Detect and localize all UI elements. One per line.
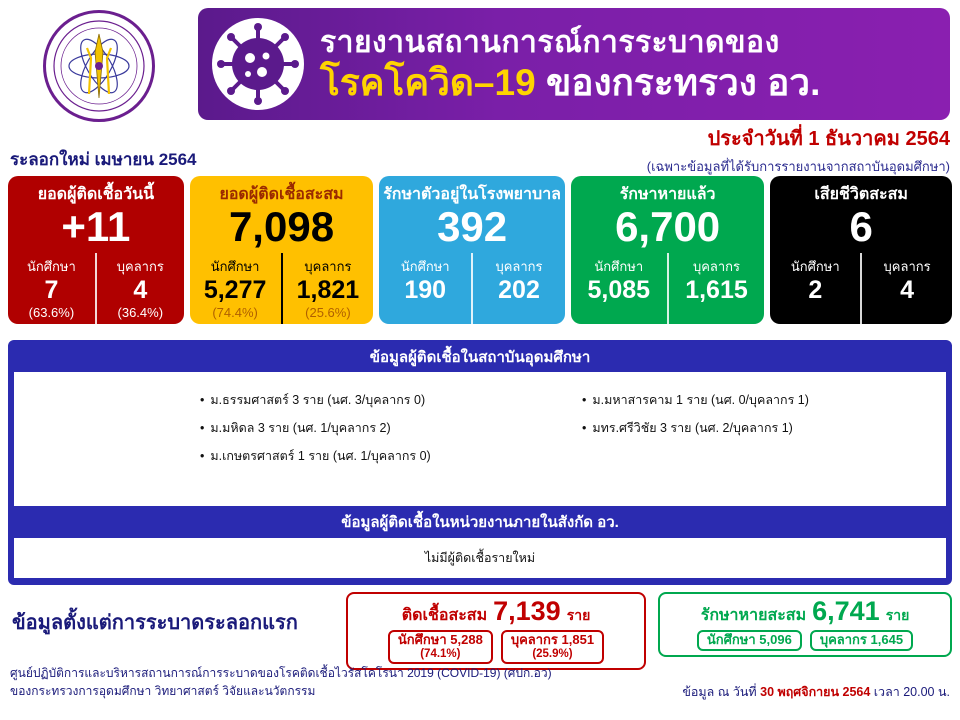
list-item: • ม.ธรรมศาสตร์ 3 ราย (นศ. 3/บุคลากร 0) — [200, 390, 564, 410]
list-item: • ม.เกษตรศาสตร์ 1 ราย (นศ. 1/บุคลากร 0) — [200, 446, 564, 466]
card-value: +11 — [61, 203, 131, 250]
footer — [10, 664, 950, 700]
card-value: 7,098 — [228, 203, 335, 250]
institutions-list-left — [14, 390, 564, 506]
first-wave-cases-staff — [501, 630, 604, 664]
footer-timestamp-date: 30 พฤศจิกายน 2564 — [760, 685, 871, 699]
logo-emblem-icon — [51, 18, 147, 114]
ministry-logo — [8, 8, 190, 124]
card-student-group — [379, 253, 471, 324]
card-student-pct: (63.6%) — [28, 304, 75, 320]
card-student-label: นักศึกษา — [790, 259, 840, 275]
card-value: 392 — [437, 203, 508, 250]
first-wave-recovered-unit: ราย — [885, 607, 910, 623]
footer-line1: ศูนย์ปฏิบัติการและบริหารสถานการณ์การระบาดของโรคติดเชื้อไวรัสโคโรนา 2019 (COVID-19) (ศปก.อว) — [10, 666, 552, 680]
list-item: • มทร.ศรีวิชัย 3 ราย (นศ. 2/บุคลากร 1) — [582, 418, 946, 438]
card-in-hospital — [379, 176, 565, 324]
list-item: • ม.มหาสารคาม 1 ราย (นศ. 0/บุคลากร 1) — [582, 390, 946, 410]
card-staff-value: 1,821 — [296, 276, 360, 305]
card-staff-value: 202 — [498, 276, 540, 305]
report-date: ประจำวันที่ 1 ธันวาคม 2564 — [707, 128, 950, 150]
card-staff-pct: (25.6%) — [305, 304, 351, 320]
card-today-cases — [8, 176, 184, 324]
card-title: เสียชีวิตสะสม — [814, 186, 908, 203]
card-recovered — [571, 176, 764, 324]
first-wave-recovered-value: 6,741 — [812, 596, 880, 626]
card-student-pct: (74.4%) — [212, 304, 258, 320]
header-ministry: ของกระทรวง อว. — [545, 61, 821, 103]
card-staff-label: บุคลากร — [304, 259, 352, 275]
first-wave-cases-value: 7,139 — [493, 596, 561, 626]
header-title-line1: รายงานสถานการณ์การระบาดของ — [320, 25, 780, 59]
card-student-value: 7 — [44, 276, 59, 305]
report-date-note: (เฉพาะข้อมูลที่ได้รับการรายงานจากสถาบันอุดมศึกษา) — [646, 159, 950, 174]
first-wave-cases-student-text: นักศึกษา 5,288 — [397, 632, 483, 647]
header-title-line2 — [320, 61, 821, 103]
institutions-body — [12, 370, 948, 508]
card-title: รักษาหายแล้ว — [619, 186, 716, 203]
card-staff-label: บุคลากร — [692, 259, 741, 275]
card-student-label: นักศึกษา — [400, 259, 450, 275]
card-staff-label: บุคลากร — [495, 259, 543, 275]
card-title: รักษาตัวอยู่ในโรงพยาบาล — [383, 186, 561, 203]
card-student-value: 2 — [808, 276, 823, 305]
card-staff-value: 4 — [133, 276, 148, 305]
card-title: ยอดผู้ติดเชื้อสะสม — [219, 186, 344, 203]
detail-panel — [8, 340, 952, 585]
card-student-value: 5,085 — [587, 276, 651, 305]
first-wave-cases-unit: ราย — [566, 607, 591, 623]
card-staff-value: 1,615 — [685, 276, 748, 305]
card-student-group — [8, 253, 95, 324]
list-item: • ม.มหิดล 3 ราย (นศ. 1/บุคลากร 2) — [200, 418, 564, 438]
card-student-label: นักศึกษา — [594, 259, 644, 275]
wave-label: ระลอกใหม่ เมษายน 2564 — [10, 150, 197, 169]
footer-timestamp-time: เวลา 20.00 น. — [870, 685, 950, 699]
footer-line2: ของกระทรวงการอุดมศึกษา วิทยาศาสตร์ วิจัยและนวัตกรรม — [10, 684, 316, 698]
card-staff-label: บุคลากร — [883, 259, 931, 275]
first-wave-cases-staff-text: บุคลากร 1,851 — [510, 632, 595, 647]
card-value: 6,700 — [615, 203, 721, 250]
card-student-label: นักศึกษา — [210, 259, 260, 275]
first-wave-label: ข้อมูลตั้งแต่การระบาดระลอกแรก — [12, 612, 298, 634]
first-wave-cases-box — [346, 592, 646, 670]
header-disease-name: โรคโควิด–19 — [320, 61, 536, 103]
card-title: ยอดผู้ติดเชื้อวันนี้ — [37, 186, 155, 203]
footer-timestamp-prefix: ข้อมูล ณ วันที่ — [682, 685, 761, 699]
institutions-list-right — [564, 390, 946, 506]
virus-icon — [212, 18, 304, 110]
institutions-heading: ข้อมูลผู้ติดเชื้อในสถาบันอุดมศึกษา — [369, 349, 591, 366]
card-staff-group — [473, 253, 565, 324]
card-staff-group — [283, 253, 374, 324]
header-text — [320, 25, 821, 103]
first-wave-recovered-staff-text: บุคลากร 1,645 — [819, 632, 904, 647]
first-wave-cases-student-pct: (74.1%) — [420, 647, 461, 660]
card-student-label: นักศึกษา — [27, 259, 76, 275]
card-student-value: 190 — [404, 276, 447, 305]
first-wave-cases-staff-pct: (25.9%) — [532, 647, 573, 660]
card-student-group — [571, 253, 667, 324]
first-wave-recovered-student-text: นักศึกษา 5,096 — [706, 632, 792, 647]
first-wave-recovered-box — [658, 592, 952, 657]
card-staff-group — [669, 253, 765, 324]
logo-circle — [43, 10, 155, 122]
first-wave-cases-student — [388, 630, 493, 664]
card-student-group — [190, 253, 281, 324]
card-staff-group — [862, 253, 952, 324]
agencies-heading: ข้อมูลผู้ติดเชื้อในหน่วยงานภายในสังกัด อว. — [341, 514, 619, 531]
report-date-block — [390, 122, 950, 177]
card-value: 6 — [849, 203, 873, 250]
first-wave-recovered-student — [697, 630, 802, 651]
card-staff-pct: (36.4%) — [117, 304, 164, 320]
first-wave-summary — [8, 592, 952, 660]
first-wave-recovered-staff — [810, 630, 913, 651]
card-staff-value: 4 — [900, 276, 915, 305]
card-cumulative-cases — [190, 176, 374, 324]
card-staff-group — [97, 253, 184, 324]
card-deaths — [770, 176, 952, 324]
card-student-group — [770, 253, 860, 324]
agencies-body: ไม่มีผู้ติดเชื้อรายใหม่ — [12, 536, 948, 580]
stat-cards — [8, 176, 952, 324]
first-wave-recovered-title: รักษาหายสะสม — [700, 607, 807, 624]
header-banner — [198, 8, 950, 120]
footer-timestamp — [682, 682, 950, 702]
card-staff-label: บุคลากร — [116, 259, 164, 275]
first-wave-cases-title: ติดเชื้อสะสม — [401, 607, 488, 624]
card-student-value: 5,277 — [203, 276, 267, 305]
